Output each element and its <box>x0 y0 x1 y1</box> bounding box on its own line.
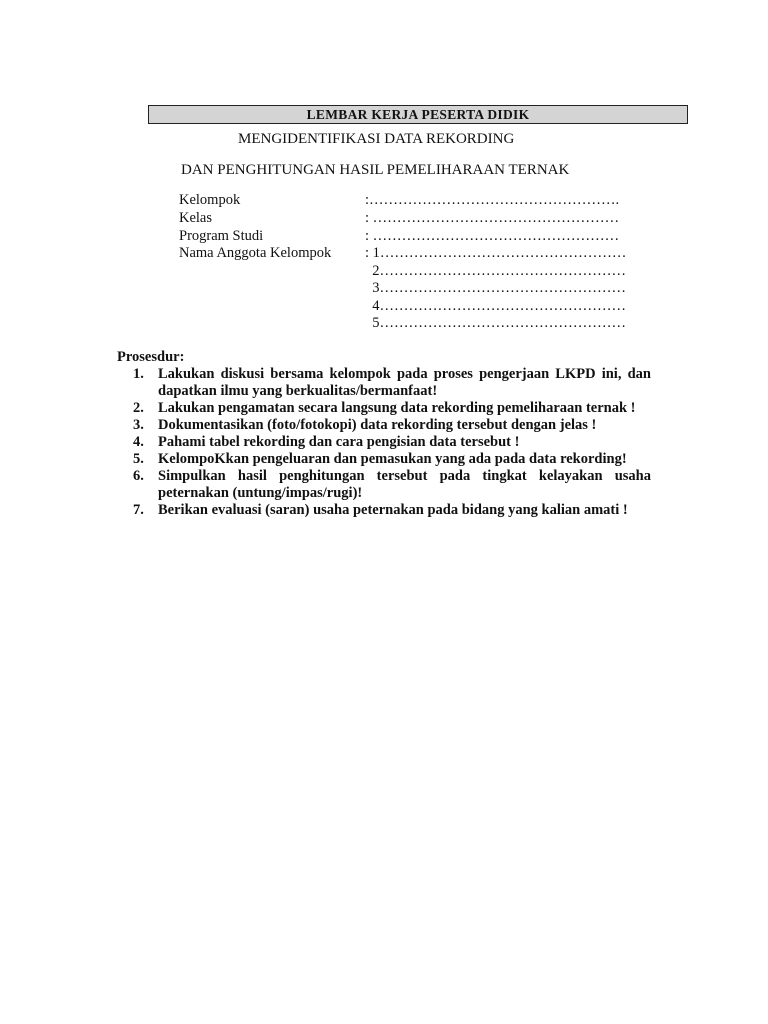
step-number: 2. <box>133 400 144 416</box>
step-number: 4. <box>133 434 144 450</box>
form-fill-line: 3…………………………………………… <box>365 280 626 296</box>
step-number: 3. <box>133 417 144 433</box>
procedure-title: Prosesdur: <box>117 349 185 365</box>
form-fill-line: :……………………………………………. <box>365 192 620 208</box>
procedure-step <box>117 366 651 400</box>
step-text: Berikan evaluasi (saran) usaha peternakan pada bidang yang kalian amati ! <box>158 502 628 518</box>
step-number: 1. <box>133 366 144 382</box>
form-fill-line: : …………………………………………… <box>365 210 620 226</box>
form-fill-line: 2…………………………………………… <box>365 263 626 279</box>
step-text: KelompoKkan pengeluaran dan pemasukan yang ada pada data rekording! <box>158 451 627 467</box>
form-fill-line: : 1…………………………………………… <box>365 245 627 261</box>
form-fill-line: : …………………………………………… <box>365 228 620 244</box>
form-label: Kelas <box>179 210 213 226</box>
procedure-step <box>117 468 651 502</box>
procedure-step <box>117 417 651 434</box>
form-fill-line: 5…………………………………………… <box>365 315 626 331</box>
form-fill-line: 4…………………………………………… <box>365 298 626 314</box>
subtitle-line-2: DAN PENGHITUNGAN HASIL PEMELIHARAAN TERNAK <box>181 162 570 178</box>
step-text: Dokumentasikan (foto/fotokopi) data rekording tersebut dengan jelas ! <box>158 417 597 433</box>
step-text: Lakukan diskusi bersama kelompok pada proses pengerjaan LKPD ini, dan dapatkan ilmu yang berkualitas/bermanfaat! <box>158 366 651 399</box>
step-number: 7. <box>133 502 144 518</box>
procedure-steps <box>117 366 651 519</box>
step-text: Pahami tabel rekording dan cara pengisian data tersebut ! <box>158 434 520 450</box>
procedure-step <box>117 502 651 519</box>
step-text: Lakukan pengamatan secara langsung data rekording pemeliharaan ternak ! <box>158 400 636 416</box>
step-number: 6. <box>133 468 144 484</box>
procedure-step <box>117 400 651 417</box>
step-number: 5. <box>133 451 144 467</box>
procedure-step <box>117 434 651 451</box>
step-text: Simpulkan hasil penghitungan tersebut pada tingkat kelayakan usaha peternakan (untung/impas/rugi)! <box>158 468 651 501</box>
procedure-section <box>117 349 651 519</box>
worksheet-title: LEMBAR KERJA PESERTA DIDIK <box>148 105 688 124</box>
subtitle-line-1: MENGIDENTIFIKASI DATA REKORDING <box>238 131 515 147</box>
procedure-step <box>117 451 651 468</box>
form-label: Program Studi <box>179 228 264 244</box>
form-label: Nama Anggota Kelompok <box>179 245 332 261</box>
form-label: Kelompok <box>179 192 241 208</box>
